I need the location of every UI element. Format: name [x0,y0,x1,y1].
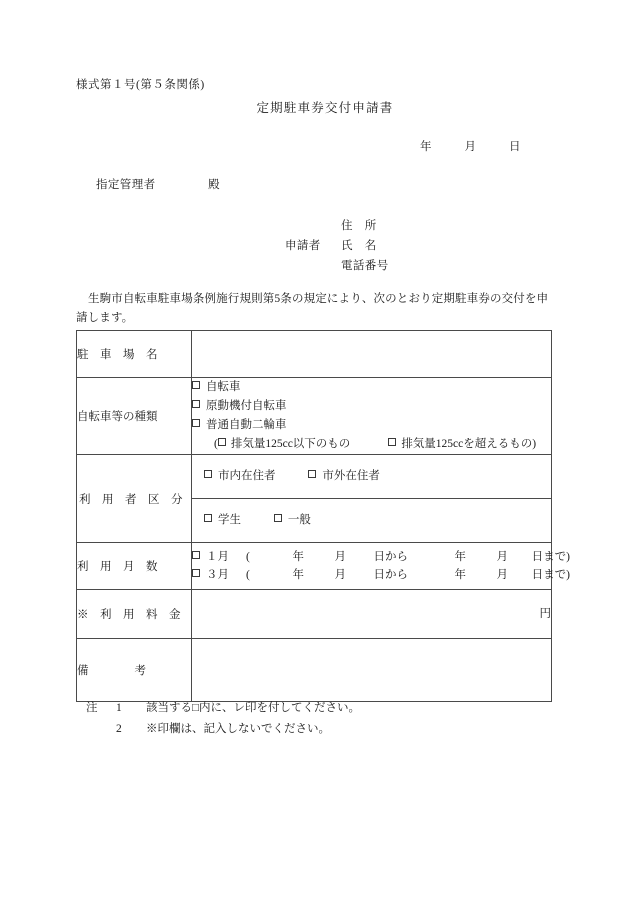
months-option-1-to-year: 年 [454,551,466,563]
table-row-parking-lot [77,331,552,378]
checkbox-icon[interactable] [308,470,316,478]
user-class-option-in-city[interactable] [204,470,276,482]
vehicle-option-motorcycle-label: 普通自動二輪車 [206,419,287,431]
vehicle-suboption-over125-label: 排気量125ccを超えるもの [401,438,533,450]
checkbox-icon[interactable] [204,470,212,478]
applicant-address-label: 住 所 [341,220,377,232]
checkbox-icon[interactable] [388,438,396,446]
applicant-tag: 申請者 [285,240,321,252]
table-row-user-class [77,455,552,499]
note-1-text: 該当する□内に、レ印を付してください。 [146,702,360,714]
note-item-2 [86,719,360,740]
vehicle-suboption-under125-label: 排気量125cc以下のもの [230,438,351,450]
months-option-1-from-year: 年 [292,551,304,563]
field-months [192,543,570,590]
label-vehicle-type-text: 自転車等の種類 [77,411,158,423]
user-class-option-student[interactable] [204,514,241,526]
table-row-remarks [77,639,552,702]
months-option-1-open-paren: ( [246,551,250,563]
date-year-label: 年 [420,141,432,153]
applicant-phone-label: 電話番号 [341,260,389,272]
form-number: 様式第１号(第５条関係) [76,79,205,91]
user-class-option-in-city-label: 市内在住者 [218,470,276,482]
recipient-honorific: 殿 [208,179,220,191]
label-remarks [77,639,192,702]
vehicle-suboptions [192,435,551,454]
body-paragraph: 生駒市自転車駐車場条例施行規則第5条の規定により、次のとおり定期駐車券の交付を申請します。 [76,293,549,324]
vehicle-option-bicycle[interactable] [192,378,551,397]
months-option-1-to-month: 月 [496,551,508,563]
months-option-3-term: ３月 [206,569,229,581]
label-fee [77,590,192,639]
months-option-3[interactable] [192,566,570,584]
recipient-line [96,176,220,192]
label-user-class-text: 利 用 者 区 分 [79,493,183,506]
vehicle-option-moped[interactable] [192,397,551,416]
recipient-name: 指定管理者 [96,179,156,191]
label-months-text: 利 用 月 数 [77,561,158,573]
label-months [77,543,192,590]
checkbox-icon[interactable] [274,514,282,522]
user-class-option-out-city[interactable] [308,470,380,482]
months-option-3-open-paren: ( [246,569,250,581]
label-parking-lot-text: 駐 車 場 名 [77,349,158,361]
label-parking-lot [77,331,192,378]
user-class-option-general[interactable] [274,514,311,526]
user-class-option-student-label: 学生 [218,514,241,526]
checkbox-icon[interactable] [192,381,200,389]
applicant-address-row [285,216,413,236]
months-option-1-to-day: 日まで) [531,551,570,563]
note-2-number: 2 [116,723,122,735]
vehicle-option-motorcycle[interactable] [192,416,551,435]
user-class-option-general-label: 一般 [287,514,311,526]
vehicle-option-moped-label: 原動機付自転車 [206,400,287,412]
field-vehicle-type [192,378,552,455]
checkbox-icon[interactable] [192,551,200,559]
label-remarks-text: 備 考 [77,665,146,677]
checkbox-icon[interactable] [204,514,212,522]
applicant-name-row [285,236,413,256]
table-row-months [77,543,552,590]
field-remarks[interactable] [192,639,552,702]
fee-unit: 円 [539,607,551,620]
months-option-3-from-month: 月 [334,569,346,581]
application-table [76,330,570,702]
field-user-class-residency [192,455,552,499]
label-user-class [77,455,192,543]
user-class-option-out-city-label: 市外在住者 [322,470,380,482]
note-2-text: ※印欄は、記入しないでください。 [146,723,330,735]
date-month-label: 月 [464,141,477,153]
vehicle-option-bicycle-label: 自転車 [206,381,241,393]
months-option-3-to-day: 日まで) [531,569,570,581]
date-day-label: 日 [508,141,521,153]
applicant-block [285,216,413,276]
checkbox-icon[interactable] [192,569,200,577]
note-item-1 [86,698,360,719]
months-option-1-term: １月 [206,551,229,563]
applicant-name-label: 氏 名 [341,240,377,252]
field-fee[interactable] [192,590,552,639]
label-fee-text: ※ 利 用 料 金 [77,609,181,621]
field-parking-lot[interactable] [192,331,552,378]
months-option-3-to-year: 年 [454,569,466,581]
notes-label: 注 [86,702,98,714]
table-row-fee [77,590,552,639]
months-option-3-from-year: 年 [292,569,304,581]
months-option-3-from-day: 日から [373,569,408,581]
applicant-phone-row [285,256,413,276]
checkbox-icon[interactable] [218,438,226,446]
label-vehicle-type [77,378,192,455]
date-line [420,138,521,154]
notes-block [86,698,360,740]
table-row-vehicle-type [77,378,552,455]
close-paren: ) [532,438,537,450]
note-1-number: 1 [116,702,122,714]
field-user-class-type [192,499,552,543]
months-option-3-to-month: 月 [496,569,508,581]
checkbox-icon[interactable] [192,400,200,408]
months-option-1[interactable] [192,548,570,566]
page-title: 定期駐車券交付申請書 [256,101,394,115]
months-option-1-from-day: 日から [373,551,408,563]
checkbox-icon[interactable] [192,419,200,427]
open-paren: ( [214,438,218,450]
months-option-1-from-month: 月 [334,551,346,563]
